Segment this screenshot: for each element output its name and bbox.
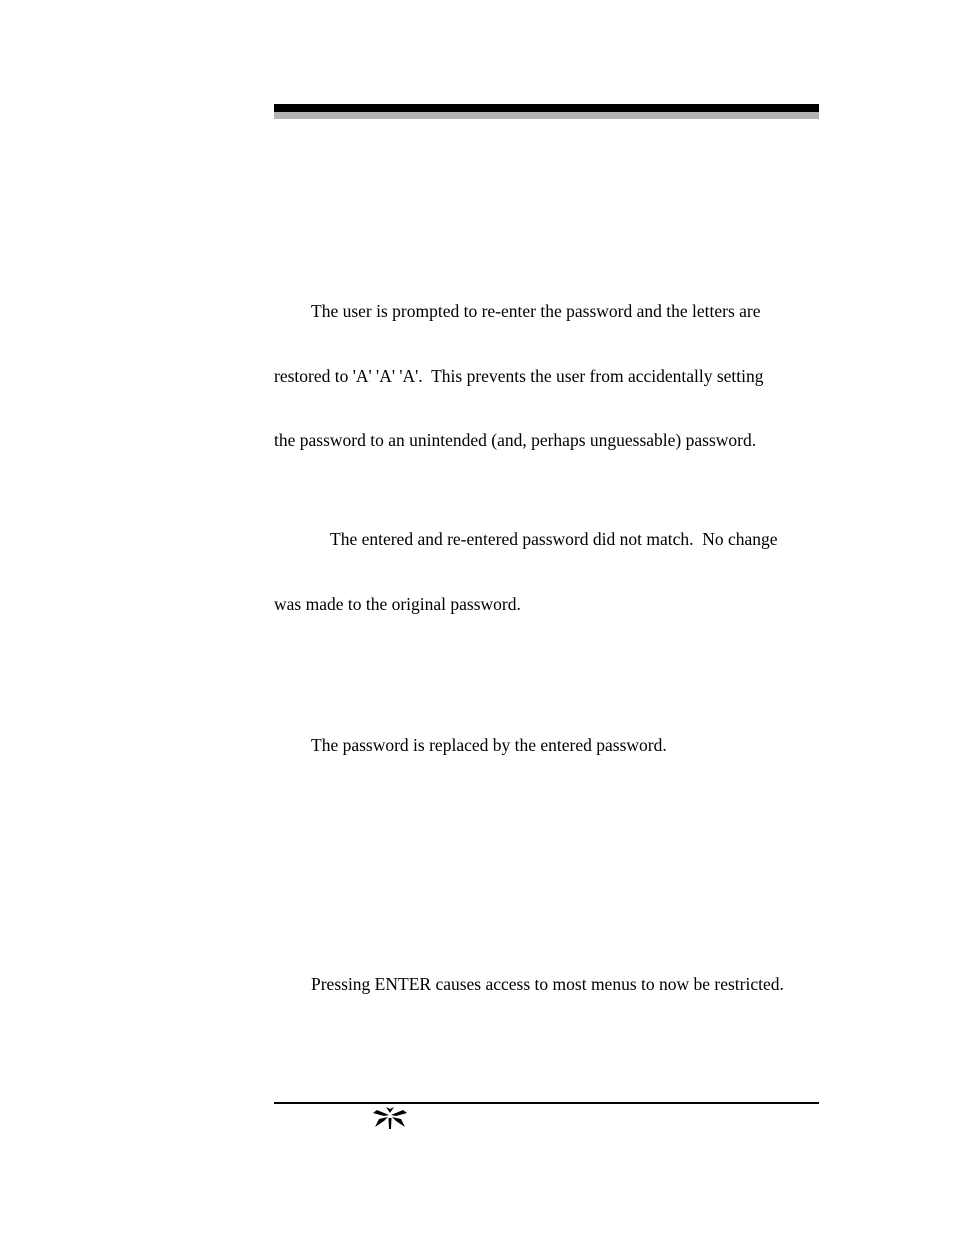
password-mismatch-paragraph <box>274 486 824 637</box>
header-rule-shadow <box>274 112 819 119</box>
paragraph-line: Pressing ENTER causes access to most menus to now be restricted. <box>311 974 784 994</box>
reenter-password-paragraph <box>274 258 824 473</box>
footer-rule <box>274 1102 819 1104</box>
paragraph-line: The entered and re-entered password did not match. No change <box>330 529 778 549</box>
paragraph-line: restored to 'A' 'A' 'A'. This prevents the user from accidentally setting <box>274 365 764 386</box>
paragraph-line: The user is prompted to re-enter the password and the letters are <box>311 301 761 321</box>
paragraph-line: the password to an unintended (and, perhaps unguessable) password. <box>274 430 757 450</box>
header-rule <box>274 104 819 112</box>
password-replaced-paragraph <box>274 692 824 778</box>
paragraph-line: was made to the original password. <box>274 593 521 614</box>
teledyne-logo-icon <box>372 1107 408 1129</box>
access-restricted-paragraph <box>274 931 824 1017</box>
paragraph-line: The password is replaced by the entered password. <box>311 735 667 755</box>
